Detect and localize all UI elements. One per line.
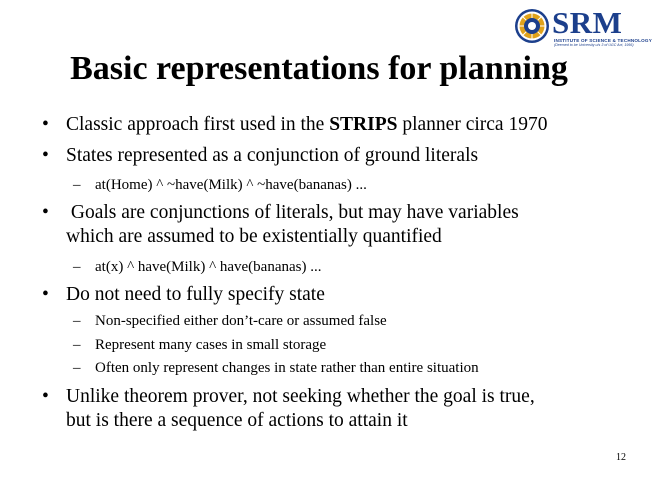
bullet-marker: • (42, 145, 49, 166)
sub-bullet-text: at(x) ^ have(Milk) ^ have(bananas) ... (95, 259, 322, 275)
sub-bullet-text: at(Home) ^ ~have(Milk) ^ ~have(bananas) ... (95, 177, 367, 193)
dash-marker: – (73, 360, 81, 376)
strips-keyword: STRIPS (329, 114, 398, 135)
dash-marker: – (73, 337, 81, 353)
bullet-text-part: planner circa 1970 (397, 114, 548, 135)
bullet-text-part: Classic approach first used in the (66, 114, 330, 135)
logo-text: SRM (552, 5, 623, 40)
bullet-continuation: but is there a sequence of actions to attain it (66, 410, 408, 431)
bullet-text: Do not need to fully specify state (66, 284, 325, 305)
bullet-text (66, 114, 547, 136)
sub-bullet-text: Represent many cases in small storage (95, 337, 327, 353)
logo-institute-line: INSTITUTE OF SCIENCE & TECHNOLOGY (554, 38, 652, 43)
bullet-marker: • (42, 202, 49, 223)
dash-marker: – (73, 177, 81, 193)
sub-bullet-text: Often only represent changes in state rather than entire situation (95, 360, 479, 376)
page-number: 12 (616, 452, 626, 463)
srm-logo (514, 5, 652, 48)
bullet-text: Unlike theorem prover, not seeking whether the goal is true, (66, 386, 535, 407)
bullet-text: States represented as a conjunction of ground literals (66, 145, 479, 166)
srm-emblem-icon (514, 8, 550, 44)
bullet-marker: • (42, 284, 49, 305)
bullet-text: Goals are conjunctions of literals, but may have variables (66, 202, 519, 223)
sub-bullet-text: Non-specified either don’t-care or assumed false (95, 313, 387, 329)
slide-title: Basic representations for planning (70, 50, 568, 87)
bullet-continuation: which are assumed to be existentially quantified (66, 226, 442, 247)
logo-deemed-line: (Deemed to be University u/s 3 of UGC Act, 1956) (554, 43, 634, 47)
bullet-marker: • (42, 386, 49, 407)
dash-marker: – (73, 259, 81, 275)
bullet-marker: • (42, 114, 49, 135)
dash-marker: – (73, 313, 81, 329)
